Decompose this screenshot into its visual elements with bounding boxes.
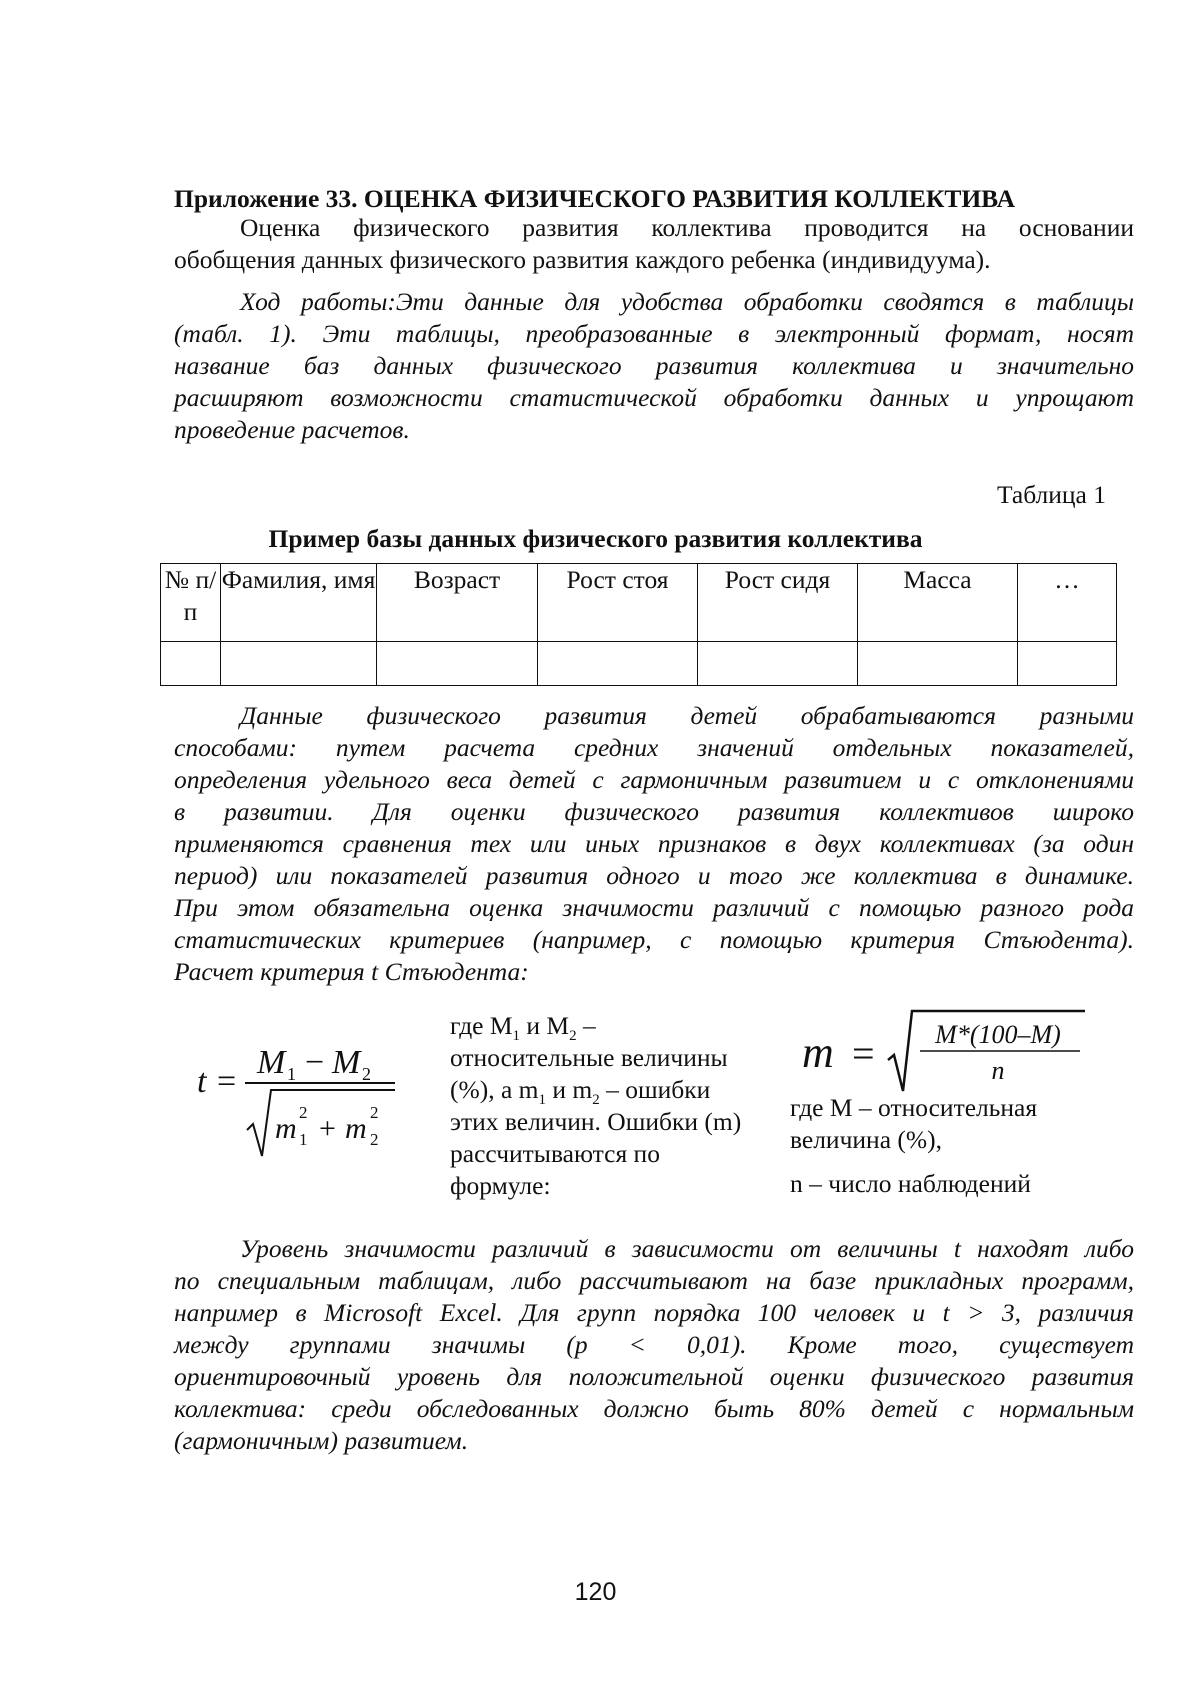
table-cell — [221, 642, 377, 686]
text-line: Оценка физического развития коллектива проводится на основании — [240, 213, 1134, 242]
text-line: применяются сравнения тех или иных признаков в двух коллективах (за один — [174, 829, 1134, 858]
table-header-cell: Возраст — [377, 564, 538, 642]
formula-t-num-a-sub: 1 — [287, 1064, 296, 1084]
formula-t-den-a-sub: 1 — [299, 1130, 308, 1149]
table-cell — [858, 642, 1018, 686]
table-cell — [377, 642, 538, 686]
text-line: ориентировочный уровень для положительной оценки физического развития — [174, 1362, 1134, 1391]
formula-t-num-b: M — [332, 1044, 361, 1081]
formula-m-eq: = — [852, 1031, 875, 1076]
table-header-cell: Рост сидя — [698, 564, 858, 642]
text-line: по специальным таблицам, либо рассчитывают на базе прикладных программ, — [174, 1266, 1134, 1295]
section-heading: Приложение 33. ОЦЕНКА ФИЗИЧЕСКОГО РАЗВИТИЯ КОЛЛЕКТИВА — [174, 184, 1015, 213]
table-cell — [1018, 642, 1117, 686]
formula-m-lhs: m — [802, 1028, 834, 1077]
text-line: способами: путем расчета средних значений отдельных показателей, — [174, 733, 1134, 762]
formula-t-den-b-sup: 2 — [370, 1103, 379, 1122]
text-line: Ход работы:Эти данные для удобства обработки сводятся в таблицы — [240, 287, 1134, 316]
error-formula — [800, 1005, 1090, 1095]
text-line: период) или показателей развития одного и того же коллектива в динамике. — [174, 861, 1134, 890]
table-row — [161, 642, 1117, 686]
text-line: Расчет критерия t Стъюдента: — [174, 957, 529, 986]
formula-t-den-b: m — [345, 1112, 367, 1145]
table-header-cell: Рост стоя — [538, 564, 698, 642]
table-cell — [161, 642, 221, 686]
table-label: Таблица 1 — [996, 480, 1106, 509]
table-header-row — [161, 564, 1117, 642]
note-line: где M – относительная — [790, 1093, 1038, 1122]
formula-t-plus: + — [319, 1112, 336, 1145]
table-cell — [698, 642, 858, 686]
formula-t-num-b-sub: 2 — [362, 1064, 371, 1084]
table-header-cell: № п/п — [161, 564, 221, 642]
text-line: обобщения данных физического развития каждого ребенка (индивидуума). — [174, 245, 991, 274]
text-line: При этом обязательна оценка значимости различий с помощью разного рода — [174, 893, 1134, 922]
text-line: например в Microsoft Excel. Для групп порядка 100 человек и t > 3, различия — [174, 1298, 1134, 1327]
table-cell — [538, 642, 698, 686]
text-line: (гармоничным) развитием. — [174, 1426, 469, 1455]
text-line: название баз данных физического развития коллектива и значительно — [174, 351, 1134, 380]
table-title: Пример базы данных физического развития коллектива — [268, 524, 923, 553]
page-number: 120 — [574, 1578, 617, 1606]
formula-m-denominator: n — [991, 1056, 1005, 1085]
note-line: (%), а $m_1$ и $m_2$ – ошибки — [450, 1075, 711, 1109]
text-line: (табл. 1). Эти таблицы, преобразованные в электронный формат, носят — [174, 319, 1134, 348]
text-line: в развитии. Для оценки физического развития коллективов широко — [174, 797, 1134, 826]
formula-t-num-a: M — [257, 1044, 286, 1081]
note-line: величина (%), — [790, 1125, 942, 1154]
formula-m-numerator: M*(100–M) — [935, 1020, 1061, 1049]
table-header-cell: Фамилия, имя — [221, 564, 377, 642]
note-line: этих величин. Ошибки (m) — [450, 1107, 742, 1136]
text-line: между группами значимы (p < 0,01). Кроме того, существует — [174, 1330, 1134, 1359]
note-line: относительные величины — [450, 1043, 728, 1072]
text-line: коллектива: среди обследованных должно быть 80% детей с нормальным — [174, 1394, 1134, 1423]
formula-t-den-a-sup: 2 — [299, 1103, 308, 1122]
table-header-cell: Масса — [858, 564, 1018, 642]
student-t-formula — [195, 1030, 405, 1160]
physical-development-table — [160, 563, 1117, 686]
formula-t-eq: = — [217, 1063, 237, 1100]
text-line: статистических критериев (например, с помощью критерия Стъюдента). — [174, 925, 1134, 954]
note-line: n – число наблюдений — [790, 1169, 1031, 1198]
text-line: Уровень значимости различий в зависимости от величины t находят либо — [240, 1234, 1134, 1263]
table-header-cell: … — [1018, 564, 1117, 642]
text-line: проведение расчетов. — [174, 415, 410, 444]
note-line: рассчитываются по — [450, 1139, 660, 1168]
note-line: где $M_1$ и $M_2$ – — [450, 1011, 596, 1045]
text-line: определения удельного веса детей с гармоничным развитием и с отклонениями — [174, 765, 1134, 794]
formula-t-lhs: t — [197, 1063, 207, 1100]
formula-t-den-b-sub: 2 — [370, 1130, 379, 1149]
formula-t-minus: − — [305, 1044, 325, 1081]
formula-t-den-a: m — [275, 1112, 297, 1145]
text-line: Данные физического развития детей обрабатываются разными — [240, 701, 1134, 730]
note-line: формуле: — [450, 1171, 551, 1200]
text-line: расширяют возможности статистической обработки данных и упрощают — [174, 383, 1134, 412]
